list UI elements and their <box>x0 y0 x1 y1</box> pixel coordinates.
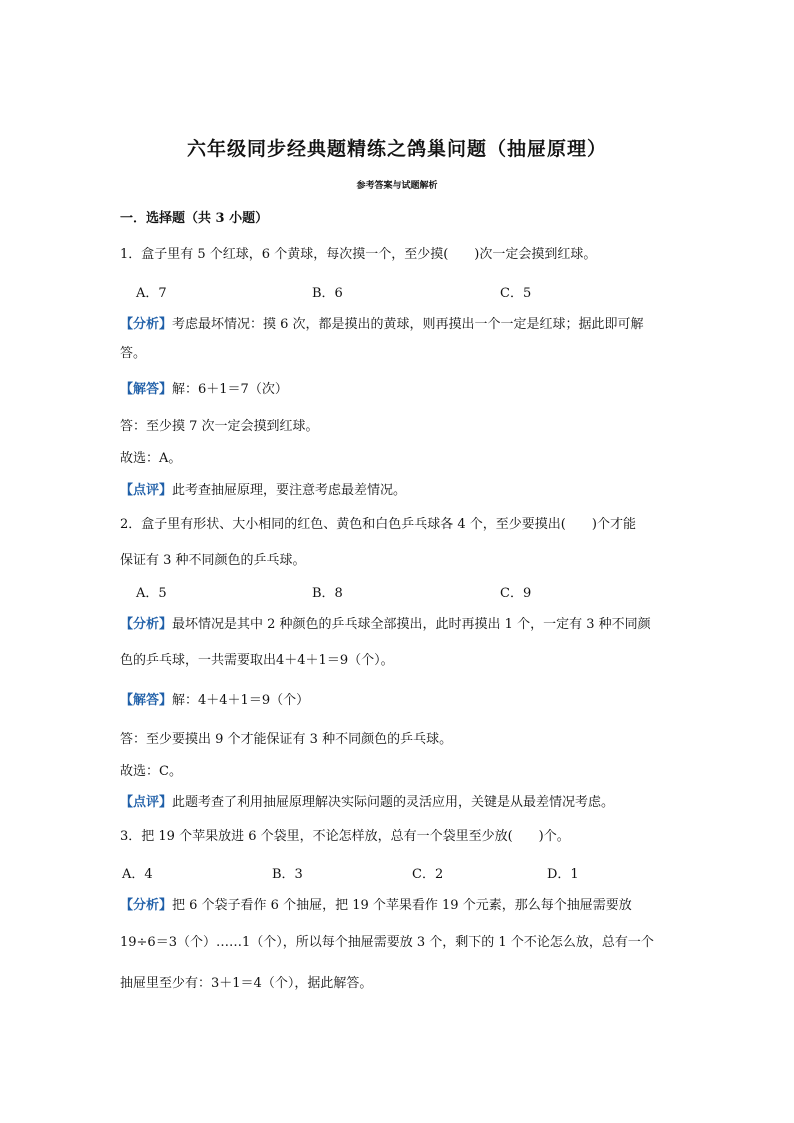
q1-analysis-tag: 【分析】 <box>120 317 173 332</box>
q2-solution-tag: 【解答】 <box>120 693 173 708</box>
q1-option-b: B．6 <box>312 286 343 301</box>
q3-option-c: C．2 <box>412 867 444 882</box>
q2-option-b: B．8 <box>312 586 343 601</box>
q2-option-a: A．5 <box>136 586 167 601</box>
q3-stem: 3．把 19 个苹果放进 6 个袋里，不论怎样放，总有一个袋里至少放( )个。 <box>120 829 570 844</box>
q1-analysis-cont: 答。 <box>120 346 147 361</box>
q2-analysis-tag: 【分析】 <box>120 617 173 632</box>
q3-analysis <box>120 894 632 913</box>
q1-comment <box>120 479 406 498</box>
q2-analysis <box>120 613 651 632</box>
q3-option-a: A．4 <box>122 867 153 882</box>
q2-comment <box>120 791 614 810</box>
q2-stem: 2．盒子里有形状、大小相同的红色、黄色和白色乒乓球各 4 个，至少要摸出( )个才能 <box>120 517 636 532</box>
q1-answer: 答：至少摸 7 次一定会摸到红球。 <box>120 419 319 434</box>
q1-analysis <box>120 313 644 332</box>
q2-solution-text: 解：4＋4＋1＝9（个） <box>172 693 310 708</box>
q1-analysis-text: 考虑最坏情况：摸 6 次，都是摸出的黄球，则再摸出一个一定是红球；据此即可解 <box>172 317 644 332</box>
q1-option-c: C．5 <box>500 286 532 301</box>
q1-solution-tag: 【解答】 <box>120 382 173 397</box>
q1-solution <box>120 378 288 397</box>
q3-option-d: D．1 <box>547 867 579 882</box>
document-subtitle: 参考答案与试题解析 <box>356 181 438 191</box>
q2-comment-tag: 【点评】 <box>120 795 173 810</box>
q2-stem-cont: 保证有 3 种不同颜色的乒乓球。 <box>120 553 306 568</box>
q3-analysis-cont: 19÷6＝3（个）……1（个），所以每个抽屉需要放 3 个，剩下的 1 个不论怎么放，总有一个 <box>120 935 654 950</box>
q3-option-b: B．3 <box>272 867 303 882</box>
q2-choice: 故选：C。 <box>120 764 182 779</box>
q1-option-a: A．7 <box>136 286 167 301</box>
q2-solution <box>120 689 309 708</box>
q3-analysis-end: 抽屉里至少有：3＋1＝4（个），据此解答。 <box>120 976 373 991</box>
q2-analysis-cont: 色的乒乓球，一共需要取出4＋4＋1＝9（个）。 <box>120 653 394 668</box>
document-title: 六年级同步经典题精练之鸽巢问题（抽屉原理） <box>186 138 607 160</box>
q3-analysis-tag: 【分析】 <box>120 898 173 913</box>
q1-stem: 1．盒子里有 5 个红球，6 个黄球，每次摸一个，至少摸( )次一定会摸到红球。 <box>120 247 597 262</box>
q2-option-c: C．9 <box>500 586 532 601</box>
q2-analysis-text: 最坏情况是其中 2 种颜色的乒乓球全部摸出，此时再摸出 1 个，一定有 3 种不同颜 <box>172 617 651 632</box>
q1-solution-text: 解：6＋1＝7（次） <box>172 382 288 397</box>
q3-analysis-text: 把 6 个袋子看作 6 个抽屉，把 19 个苹果看作 19 个元素，那么每个抽屉需要放 <box>172 898 632 913</box>
q1-comment-text: 此考查抽屉原理，要注意考虑最差情况。 <box>172 483 407 498</box>
section-heading: 一．选择题（共 3 小题） <box>120 211 269 226</box>
q2-comment-text: 此题考查了利用抽屉原理解决实际问题的灵活应用，关键是从最差情况考虑。 <box>172 795 615 810</box>
q1-comment-tag: 【点评】 <box>120 483 173 498</box>
q2-answer: 答：至少要摸出 9 个才能保证有 3 种不同颜色的乒乓球。 <box>120 732 453 747</box>
q1-choice: 故选：A。 <box>120 451 182 466</box>
